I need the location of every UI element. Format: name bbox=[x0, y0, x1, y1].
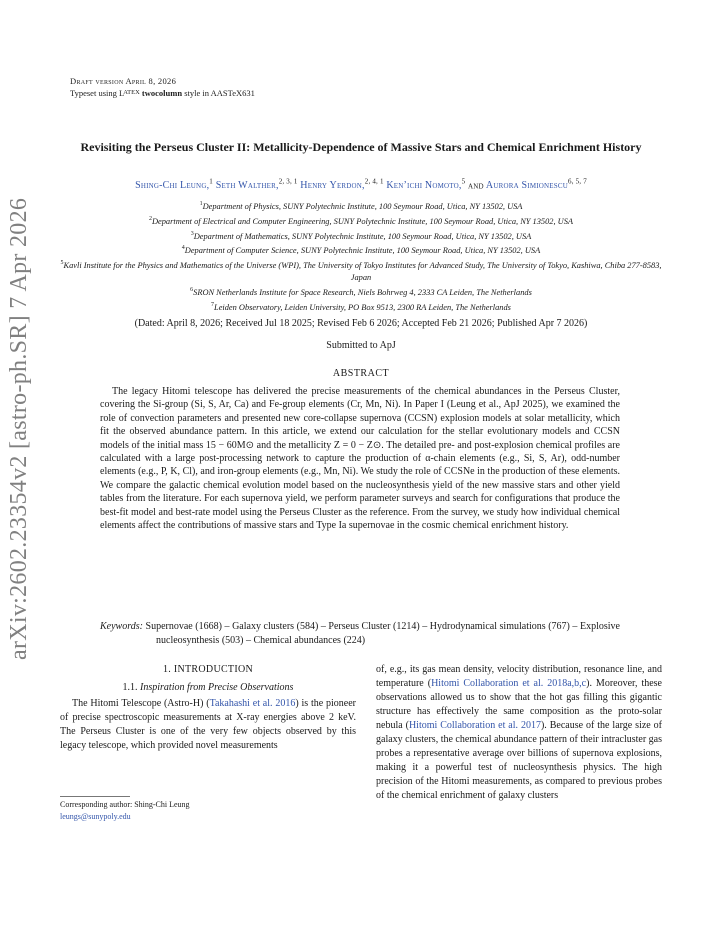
affiliation: $^5$Kavli Institute for the Physics and Mathematics of the Universe (WPI), The University of Tokyo Institutes for Advanced Study, The University of Tokyo, Kashiwa, Chiba 277-8583, Japan bbox=[60, 260, 662, 282]
citation-link[interactable]: Hitomi Collaboration et al. 2017 bbox=[408, 720, 541, 731]
affiliation: $^6$SRON Netherlands Institute for Space Research, Niels Bohrweg 4, 2333 CA Leiden, The Netherlands bbox=[190, 286, 532, 297]
footnote bbox=[60, 799, 356, 823]
author-list bbox=[60, 178, 662, 191]
author[interactable]: Shing-Chi Leung,$^1$ bbox=[135, 178, 213, 192]
intro-paragraph: The Hitomi Telescope (Astro-H) (Takahashi et al. 2016) is the pioneer of precise spectroscopic measurements at X-ray energies above 2 keV. The Perseus Cluster is one of the very few objects observed by this legacy telescope, which provided novel measurements bbox=[60, 698, 356, 751]
affiliations bbox=[60, 198, 662, 314]
abstract-heading: ABSTRACT bbox=[332, 368, 390, 379]
author[interactable]: Ken’ichi Nomoto,$^5$ bbox=[386, 178, 466, 192]
author[interactable]: Henry Yerdon,$^{2, 4, 1}$ bbox=[300, 178, 384, 192]
keywords-list: Supernovae (1668) – Galaxy clusters (584) – Perseus Cluster (1214) – Hydrodynamical simulations (767) – Explosive nucleosynthesis (503) – Chemical abundances (224) bbox=[145, 621, 620, 646]
affiliation: $^2$Department of Electrical and Computer Engineering, SUNY Polytechnic Institute, 100 Seymour Road, Utica, NY 13502, USA bbox=[148, 215, 574, 226]
keywords-label: Keywords: bbox=[100, 621, 143, 632]
keywords bbox=[100, 620, 620, 648]
dates-line: (Dated: April 8, 2026; Received Jul 18 2025; Revised Feb 6 2026; Accepted Feb 21 2026; Published Apr 7 2026) bbox=[134, 318, 588, 329]
submitted-line: Submitted to ApJ bbox=[326, 340, 396, 351]
email-link[interactable]: leungs@sunypoly.edu bbox=[60, 812, 131, 821]
citation-link[interactable]: Takahashi et al. 2016 bbox=[209, 698, 296, 709]
abstract-text: The legacy Hitomi telescope has delivered the precise measurements of the chemical abundances in the Perseus Cluster, covering the Si-group (Si, S, Ar, Ca) and Fe-group elements (Cr, Mn, Ni). In Paper I (Leung et al., ApJ 2025), we examined the role of convection parameters and presented new core-collapse supernova (CCSN) explosion models at solar metallicity, which fit the observed abundance pattern. In this article, we extend our calculation for the stellar evolutionary models and CCSN models of the initial mass 15 − 60M⊙ and the metallicity Z = 0 − Z⊙. The detailed pre- and post-explosion chemical profiles are calculated with a large post-processing network to capture the production of α-chain elements (e.g., Si, S, Ar), odd-number elements (e.g., P, K, Cl), and iron-group elements (e.g., Mn, Ni). We study the role of CCSNe in the production of these elements. We compare the galactic chemical evolution model based on the nucleosynthesis yield of the new massive stars and other yield tables from the literature. For each supernova yield, we perform parameter surveys and search for configurations that produce the best-fit model and best-rate model using the Perseus Cluster as the reference. From the survey, we study how individual chemical elements affect the contributions of massive stars and Type Ia supernovae in the cosmic chemical enrichment history. bbox=[100, 386, 620, 532]
right-column: of, e.g., its gas mean density, velocity distribution, resonance line, and temperature (Hitomi Collaboration et al. 2018a,b,c). Moreover, these observations allowed us to show that the hot gas filling this gigantic structure has effectively the same composition as the proto-solar nebula (Hitomi Collaboration et al. 2017). Because of the large size of galaxy clusters, the chemical abundance pattern of their intracluster gas probes a representative average over billions of supernova explosions, making it a powerful test of nucleosynthesis physics. The high precision of the Hitomi measurements, as compared to previous probes of the chemical enrichment of galaxy clusters bbox=[376, 664, 662, 801]
section-heading: 1. INTRODUCTION bbox=[162, 664, 254, 675]
footnote-rule bbox=[60, 796, 130, 797]
author[interactable]: Seth Walther,$^{2, 3, 1}$ bbox=[215, 178, 298, 192]
arxiv-stamp: arXiv:2602.23354v2 [astro-ph.SR] 7 Apr 2026 bbox=[6, 197, 32, 660]
affiliation: $^7$Leiden Observatory, Leiden University, PO Box 9513, 2300 RA Leiden, The Netherlands bbox=[211, 301, 511, 312]
paper-title: Revisiting the Perseus Cluster II: Metallicity-Dependence of Massive Stars and Chemical Enrichment History bbox=[80, 140, 642, 154]
citation-link[interactable]: Hitomi Collaboration et al. 2018a,b,c bbox=[431, 678, 587, 689]
left-column bbox=[60, 663, 356, 753]
draft-header bbox=[70, 76, 255, 99]
corresponding-author: Corresponding author: Shing-Chi Leung bbox=[60, 800, 190, 809]
typeset-line: Typeset using $L^{ATEX}$ twocolumn style in AASTeX631 bbox=[70, 88, 255, 98]
draft-version: Draft version April 8, 2026 bbox=[70, 76, 177, 86]
subsection-heading: 1.1. Inspiration from Precise Observations bbox=[122, 682, 294, 693]
author-conjunction: and bbox=[468, 180, 484, 192]
author[interactable]: Aurora Simionescu$^{6, 5, 7}$ bbox=[485, 178, 587, 192]
affiliation: $^3$Department of Mathematics, SUNY Polytechnic Institute, 100 Seymour Road, Utica, NY 13502, USA bbox=[190, 230, 532, 241]
affiliation: $^4$Department of Computer Science, SUNY Polytechnic Institute, 100 Seymour Road, Utica, NY 13502, USA bbox=[181, 245, 541, 256]
affiliation: $^1$Department of Physics, SUNY Polytechnic Institute, 100 Seymour Road, Utica, NY 13502, USA bbox=[199, 201, 523, 211]
